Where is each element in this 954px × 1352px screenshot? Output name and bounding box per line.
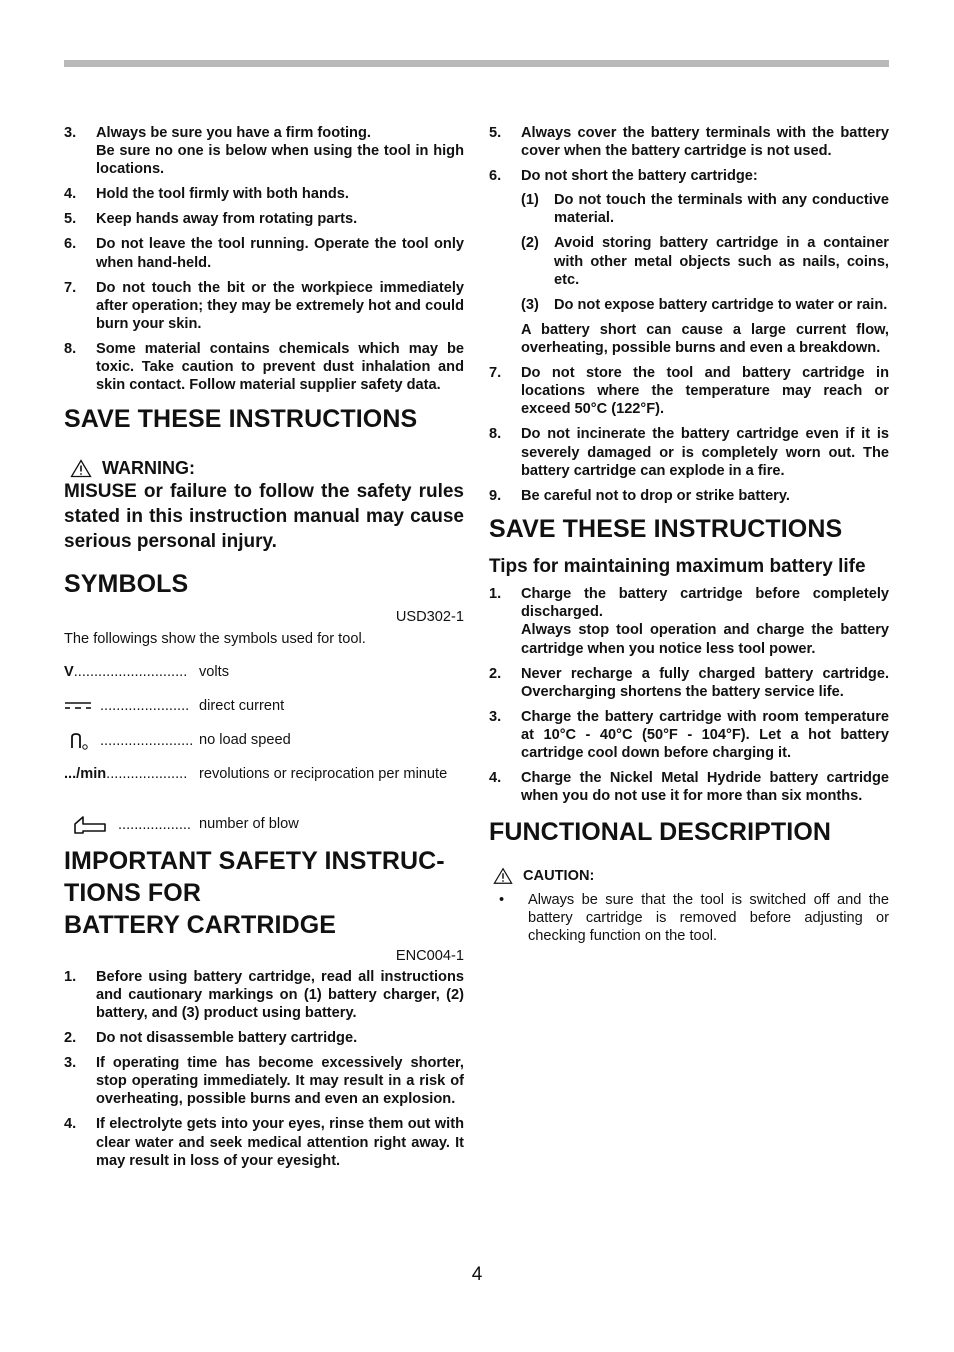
functional-description-heading: FUNCTIONAL DESCRIPTION (489, 817, 832, 846)
list-item (489, 769, 889, 805)
sublist-number: (2) (521, 235, 539, 252)
sublist-item (521, 191, 889, 227)
symbol-row-volts: V............................ volts (64, 663, 464, 697)
list-number: 3. (64, 125, 77, 141)
list-number: 1. (489, 586, 502, 603)
symbols-intro: The followings show the symbols used for tool. (64, 630, 366, 647)
list-number: 4. (64, 1116, 77, 1133)
save-instructions-heading: SAVE THESE INSTRUCTIONS (64, 404, 418, 433)
list-item (489, 425, 889, 480)
short-circuit-sublist (489, 191, 889, 314)
list-item (489, 364, 889, 419)
caution-block (489, 867, 889, 885)
right-column (489, 124, 889, 945)
list-item (489, 585, 889, 658)
list-text: If electrolyte gets into your eyes, rinse them out with clear water and seek medical attention right away. It may result in loss of your eyesight. (96, 1116, 464, 1169)
list-number: 4. (64, 186, 77, 203)
warning-block (64, 458, 464, 554)
list-number: 7. (489, 365, 502, 382)
caution-list (489, 891, 889, 945)
list-text: Do not short the battery cartridge: (521, 168, 758, 185)
list-number: 3. (489, 708, 502, 725)
list-text: Do not disassemble battery cartridge. (96, 1030, 358, 1047)
page-number: 4 (471, 1264, 483, 1285)
list-item (489, 665, 889, 701)
list-item (64, 279, 464, 334)
list-text: Before using battery cartridge, read all instructions and cautionary markings on (1) battery charger, (2) battery, and (3) product using battery. (96, 968, 464, 1022)
warning-label: WARNING: (102, 457, 195, 478)
save-instructions-heading-2: SAVE THESE INSTRUCTIONS (489, 515, 843, 544)
battery-safety-list-continued (489, 124, 889, 185)
tips-heading: Tips for maintaining maximum battery life (489, 556, 866, 578)
list-number: 7. (64, 279, 77, 296)
list-item (64, 1115, 464, 1170)
direct-current-icon (64, 701, 92, 711)
battery-tips-list (489, 585, 889, 806)
list-text: Do not touch the bit or the workpiece immediately after operation; they may be extremely hot and could burn your skin. (96, 279, 464, 333)
list-item (489, 167, 889, 185)
list-item (64, 340, 464, 395)
sublist-text: Do not touch the terminals with any conductive material. (554, 192, 889, 227)
list-item (64, 235, 464, 271)
symbol-row-per-minute: .../min.................... revolutions or reciprocation per minute (64, 765, 448, 782)
no-load-speed-icon (69, 731, 91, 751)
list-item (64, 1029, 464, 1047)
battery-safety-list-end (489, 364, 889, 505)
list-item (64, 210, 464, 228)
list-text: Hold the tool firmly with both hands. (96, 186, 349, 203)
list-item (489, 708, 889, 763)
list-text: Do not incinerate the battery cartridge even if it is severely damaged or is completely worn out. The battery cartridge can explode in a fire. (521, 426, 889, 479)
number-of-blow-icon (73, 815, 107, 835)
list-number: 4. (489, 770, 502, 787)
caution-triangle-icon (493, 867, 513, 885)
list-number: 5. (489, 125, 502, 141)
sublist-item (521, 234, 889, 289)
symbols-heading: SYMBOLS (64, 569, 189, 598)
battery-code: ENC004-1 (395, 947, 464, 964)
sublist-number: (1) (521, 192, 539, 209)
list-item (64, 185, 464, 203)
list-item (64, 124, 464, 179)
list-number: 8. (489, 426, 502, 443)
list-text: Keep hands away from rotating parts. (96, 211, 358, 228)
list-text: Charge the Nickel Metal Hydride battery cartridge when you do not use it for more than six months. (521, 770, 889, 805)
list-text: Always be sure you have a firm footing. (96, 125, 371, 141)
caution-item: • Always be sure that the tool is switched off and the battery cartridge is removed before adjusting or checking function on the tool. (499, 891, 889, 944)
sublist-item (521, 296, 889, 314)
list-text: Some material contains chemicals which may be toxic. Take caution to prevent dust inhalation and skin contact. Follow material supplier safety data. (96, 341, 464, 394)
left-column (64, 124, 464, 1177)
list-number: 2. (64, 1030, 77, 1047)
safety-list-continued (64, 124, 464, 395)
symbol-row-direct-current: ...................... direct current (64, 697, 464, 731)
sublist-number: (3) (521, 296, 539, 313)
symbol-desc: no load speed (199, 731, 291, 748)
list-text: Never recharge a fully charged battery cartridge. Overcharging shortens the battery service life. (521, 665, 889, 700)
list-number: 6. (489, 168, 502, 185)
symbol-desc: revolutions or reciprocation per minute (199, 765, 448, 782)
volts-symbol: V (64, 663, 74, 680)
per-minute-symbol: .../min (64, 765, 107, 782)
short-circuit-note: A battery short can cause a large current flow, overheating, possible burns and even a breakdown. (521, 321, 889, 357)
symbols-code: USD302-1 (395, 608, 464, 625)
symbols-table (64, 663, 464, 849)
symbol-row-no-load-speed: ....................... no load speed (64, 731, 464, 765)
caution-label: CAUTION: (523, 867, 595, 884)
list-text: Do not leave the tool running. Operate the tool only when hand-held. (96, 236, 464, 271)
list-text: Charge the battery cartridge with room temperature at 10°C - 40°C (50°F - 104°F). Let a hot battery cartridge cool down before charging it. (521, 708, 889, 762)
list-text: Always cover the battery terminals with the battery cover when the battery cartridge is not used. (521, 125, 889, 160)
symbol-desc: volts (199, 663, 230, 680)
list-number: 9. (489, 487, 502, 504)
header-rule (64, 60, 889, 67)
list-text: If operating time has become excessively shorter, stop operating immediately. It may result in a risk of overheating, possible burns and even an explosion. (96, 1055, 464, 1108)
sublist-text: Do not expose battery cartridge to water or rain. (554, 296, 888, 313)
list-text: Do not store the tool and battery cartridge in locations where the temperature may reach or exceed 50°C (122°F). (521, 365, 889, 418)
list-text: Charge the battery cartridge before completely discharged. (521, 586, 889, 621)
list-item (489, 487, 889, 505)
list-item (64, 968, 464, 1023)
list-text: Be sure no one is below when using the tool in high locations. (96, 143, 464, 178)
warning-text: MISUSE or failure to follow the safety rules stated in this instruction manual may cause serious personal injury. (64, 480, 464, 552)
symbol-desc: number of blow (199, 815, 299, 832)
list-number: 6. (64, 236, 77, 253)
list-item (64, 1054, 464, 1109)
warning-triangle-icon (70, 459, 92, 478)
list-number: 1. (64, 968, 77, 985)
list-number: 8. (64, 341, 77, 358)
symbol-desc: direct current (199, 697, 285, 714)
list-text: Always stop tool operation and charge the battery cartridge when you notice less tool power. (521, 622, 889, 657)
list-number: 2. (489, 665, 502, 682)
symbol-row-number-of-blow: .................. number of blow (64, 815, 464, 849)
list-number: 5. (64, 211, 77, 228)
list-item (489, 124, 889, 160)
list-number: 3. (64, 1055, 77, 1072)
battery-safety-heading: IMPORTANT SAFETY INSTRUC- TIONS FOR BATTERY CARTRIDGE (64, 846, 445, 939)
list-text: Be careful not to drop or strike battery. (521, 487, 790, 504)
battery-safety-list (64, 968, 464, 1170)
sublist-text: Avoid storing battery cartridge in a container with other metal objects such as nails, coins, etc. (554, 235, 889, 288)
